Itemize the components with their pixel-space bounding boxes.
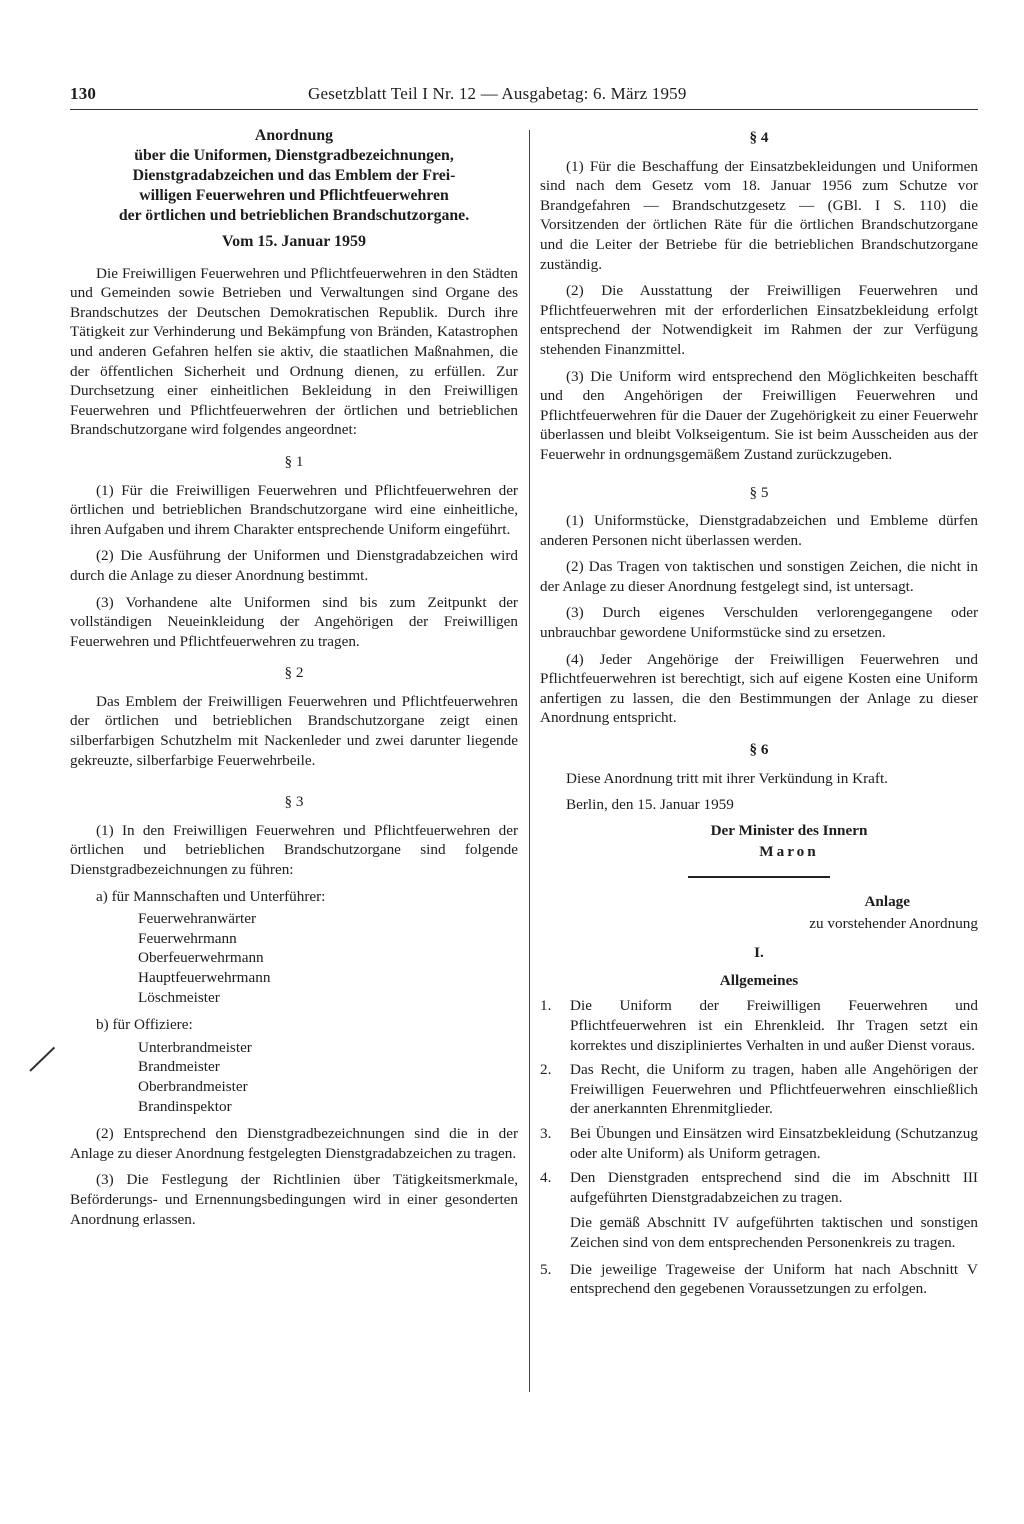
preamble: Die Freiwilligen Feuerwehren und Pflichtfeuerwehren in den Städten und Gemeinden sowie Betrieben und Verwaltungen sind Organe des Brandschutzes der Deutschen Demokratischen Republik. Durch ihre Tätigkeit zur Verhinderung und Bekämpfung von Bränden, Katastrophen und anderen Gefahren helfen sie aktiv, die staatlichen Maßnahmen, die der öffentlichen Sicherheit und Ordnung dienen, zu erfüllen. Zur Durchsetzung einer einheitlichen Bekleidung in den Freiwilligen Feuerwehren und Pflichtfeuerwehren der örtlichen und betrieblichen Brandschutzorgane wird folgendes angeordnet: [70,264,518,439]
list-item [540,1260,978,1299]
right-column [540,126,978,1304]
paragraph: Diese Anordnung tritt mit ihrer Verkündung in Kraft. [566,769,888,787]
annex-numbered-list [540,996,978,1298]
paragraph: (1) Uniformstücke, Dienstgradabzeichen und Embleme dürfen anderen Personen nicht überlassen werden. [540,512,978,549]
item-subparagraph: Die gemäß Abschnitt IV aufgeführten taktischen und sonstigen Zeichen sind von dem entsprechenden Personenkreis zu tragen. [570,1214,978,1251]
section-4-heading: § 4 [749,129,769,146]
title-line: Anordnung [254,127,334,144]
gazette-title: Gesetzblatt Teil I Nr. 12 — Ausgabetag: 6. März 1959 [308,84,687,103]
column-divider [529,130,530,1392]
rank-list-b [138,1038,518,1116]
list-item: Oberfeuerwehrmann [138,949,264,967]
annex-subtitle: zu vorstehender Anordnung [809,914,978,932]
list-item: Feuerwehranwärter [138,910,257,928]
paragraph: (2) Die Ausführung der Uniformen und Dienstgradabzeichen wird durch die Anlage zu dieser Anordnung bestimmt. [70,547,518,584]
list-item [540,1168,978,1252]
list-item [540,996,978,1055]
rank-list-a-label: a) für Mannschaften und Unterführer: [96,887,326,905]
item-text: Bei Übungen und Einsätzen wird Einsatzbekleidung (Schutzanzug oder alte Uniform) als Uniform getragen. [570,1124,978,1162]
list-item: Brandmeister [138,1058,220,1076]
ordinance-date: Vom 15. Januar 1959 [221,233,367,250]
left-column [70,126,518,1236]
margin-pen-mark [29,1047,55,1072]
page-number: 130 [70,84,97,103]
signature-place-date: Berlin, den 15. Januar 1959 [566,796,734,814]
paragraph: (3) Durch eigenes Verschulden verlorengegangene oder unbrauchbar gewordene Uniformstücke sind zu ersetzen. [540,604,978,642]
signatory-name: Maron [759,843,819,861]
title-line: der örtlichen und betrieblichen Brandschutzorgane. [118,207,470,224]
section-2-heading: § 2 [284,664,304,682]
section-6-heading: § 6 [749,741,769,759]
section-3-heading: § 3 [284,793,304,811]
paragraph: (2) Die Ausstattung der Freiwilligen Feuerwehren und Pflichtfeuerwehren mit der erforderlichen Einsatzbekleidung erfolgt entsprechend der Notwendigkeit im Rahmen der zur Verfügung stehenden Finanzmittel. [540,282,978,358]
paragraph: (3) Die Uniform wird entsprechend den Möglichkeiten beschafft und den Angehörigen der Freiwilligen Feuerwehren und Pflichtfeuerwehren für die Dauer der Zugehörigkeit zu einer Feuerwehr überlassen und bleibt Volkseigentum. Sie ist beim Ausscheiden aus der Feuerwehr in ordnungsgemäßem Zustand zurückzugeben. [540,367,978,463]
item-text: Das Recht, die Uniform zu tragen, haben alle Angehörigen der Freiwilligen Feuerwehren und Pflichtfeuerwehren einschließlich der anerkannten Ehrenmitglieder. [570,1061,978,1118]
paragraph: (3) Die Festlegung der Richtlinien über Tätigkeitsmerkmale, Beförderungs- und Ernennungsbedingungen wird in einer gesonderten Anordnung erlassen. [70,1171,518,1228]
paragraph: Das Emblem der Freiwilligen Feuerwehren und Pflichtfeuerwehren der örtlichen und betrieblichen Brandschutzorgane zeigt einen silberfarbigen Schutzhelm mit Nackenleder und zwei darunter liegende gekreuzte, silberfarbige Feuerwehrbeile. [70,692,518,769]
paragraph: (2) Das Tragen von taktischen und sonstigen Zeichen, die nicht in der Anlage zu dieser Anordnung festgelegt sind, ist untersagt. [540,558,978,595]
item-number: 2. [540,1061,552,1079]
annex-title: Anlage [864,893,910,910]
item-number: 1. [540,997,552,1015]
paragraph: (2) Entsprechend den Dienstgradbezeichnungen sind die in der Anlage zu dieser Anordnung festgelegten Dienstgradabzeichen zu tragen. [70,1125,518,1162]
list-item: Oberbrandmeister [138,1077,248,1095]
separator-rule [688,876,830,878]
page-header [70,84,978,108]
item-number: 3. [540,1124,552,1142]
signatory-title: Der Minister des Innern [710,821,868,839]
list-item: Feuerwehrmann [138,929,237,947]
title-line: über die Uniformen, Dienstgradbezeichnungen, [134,147,454,164]
item-number: 5. [540,1260,552,1278]
two-column-body [70,126,978,1386]
item-number: 4. [540,1169,552,1187]
paragraph: (3) Vorhandene alte Uniformen sind bis zum Zeitpunkt der vollständigen Neueinkleidung der Angehörigen der Freiwilligen Feuerwehren und Pflichtfeuerwehren zu tragen. [70,593,518,650]
list-item: Hauptfeuerwehrmann [138,969,271,986]
paragraph: (1) Für die Freiwilligen Feuerwehren und Pflichtfeuerwehren der örtlichen und betrieblichen Brandschutzorgane wird eine einheitliche, ihren Aufgaben und ihrem Charakter entsprechende Uniform eingeführt. [70,481,518,538]
paragraph: (1) Für die Beschaffung der Einsatzbekleidungen und Uniformen sind nach dem Gesetz vom 18. Januar 1956 zum Schutze vor Brandgefahren — Brandschutzgesetz — (GBl. I S. 110) die Vorsitzenden der örtlichen Räte für die örtlichen Brandschutzorgane und die Leiter der Betriebe für die betrieblichen Brandschutzorgane zuständig. [540,157,978,273]
annex-section-name: Allgemeines [719,971,799,989]
list-item: Brandinspektor [138,1097,232,1115]
list-item [540,1124,978,1163]
title-line: Dienstgradabzeichen und das Emblem der Frei- [132,167,456,184]
rank-list-a [138,909,518,1007]
list-item: Löschmeister [138,988,220,1006]
rank-list-b-label: b) für Offiziere: [96,1016,193,1034]
item-text: Den Dienstgraden entsprechend sind die im Abschnitt III aufgeführten Dienstgradabzeichen zu tragen. [570,1169,978,1206]
section-1-heading: § 1 [284,452,304,470]
annex-section-number: I. [754,944,764,962]
paragraph: (1) In den Freiwilligen Feuerwehren und Pflichtfeuerwehren der örtlichen und betrieblichen Brandschutzorgane sind folgende Dienstgradbezeichnungen zu führen: [70,821,518,879]
list-item: Unterbrandmeister [138,1038,252,1056]
list-item [540,1060,978,1119]
item-text: Die Uniform der Freiwilligen Feuerwehren und Pflichtfeuerwehren ist ein Ehrenkleid. Ihr Tragen setzt ein korrektes und diszipliniertes Verhalten in und außer Dienst voraus. [570,997,978,1054]
paragraph: (4) Jeder Angehörige der Freiwilligen Feuerwehren und Pflichtfeuerwehren ist berechtigt, sich auf eigene Kosten eine Uniform anfertigen zu lassen, die den Bestimmungen der Anlage zu dieser Anordnung entspricht. [540,650,978,727]
section-5-heading: § 5 [749,483,769,501]
item-text: Die jeweilige Trageweise der Uniform hat nach Abschnitt V entsprechend den gegebenen Voraussetzungen zu erfolgen. [570,1260,978,1298]
title-line: willigen Feuerwehren und Pflichtfeuerwehren [139,187,449,204]
ordinance-title [70,126,518,226]
header-rule [70,109,978,110]
